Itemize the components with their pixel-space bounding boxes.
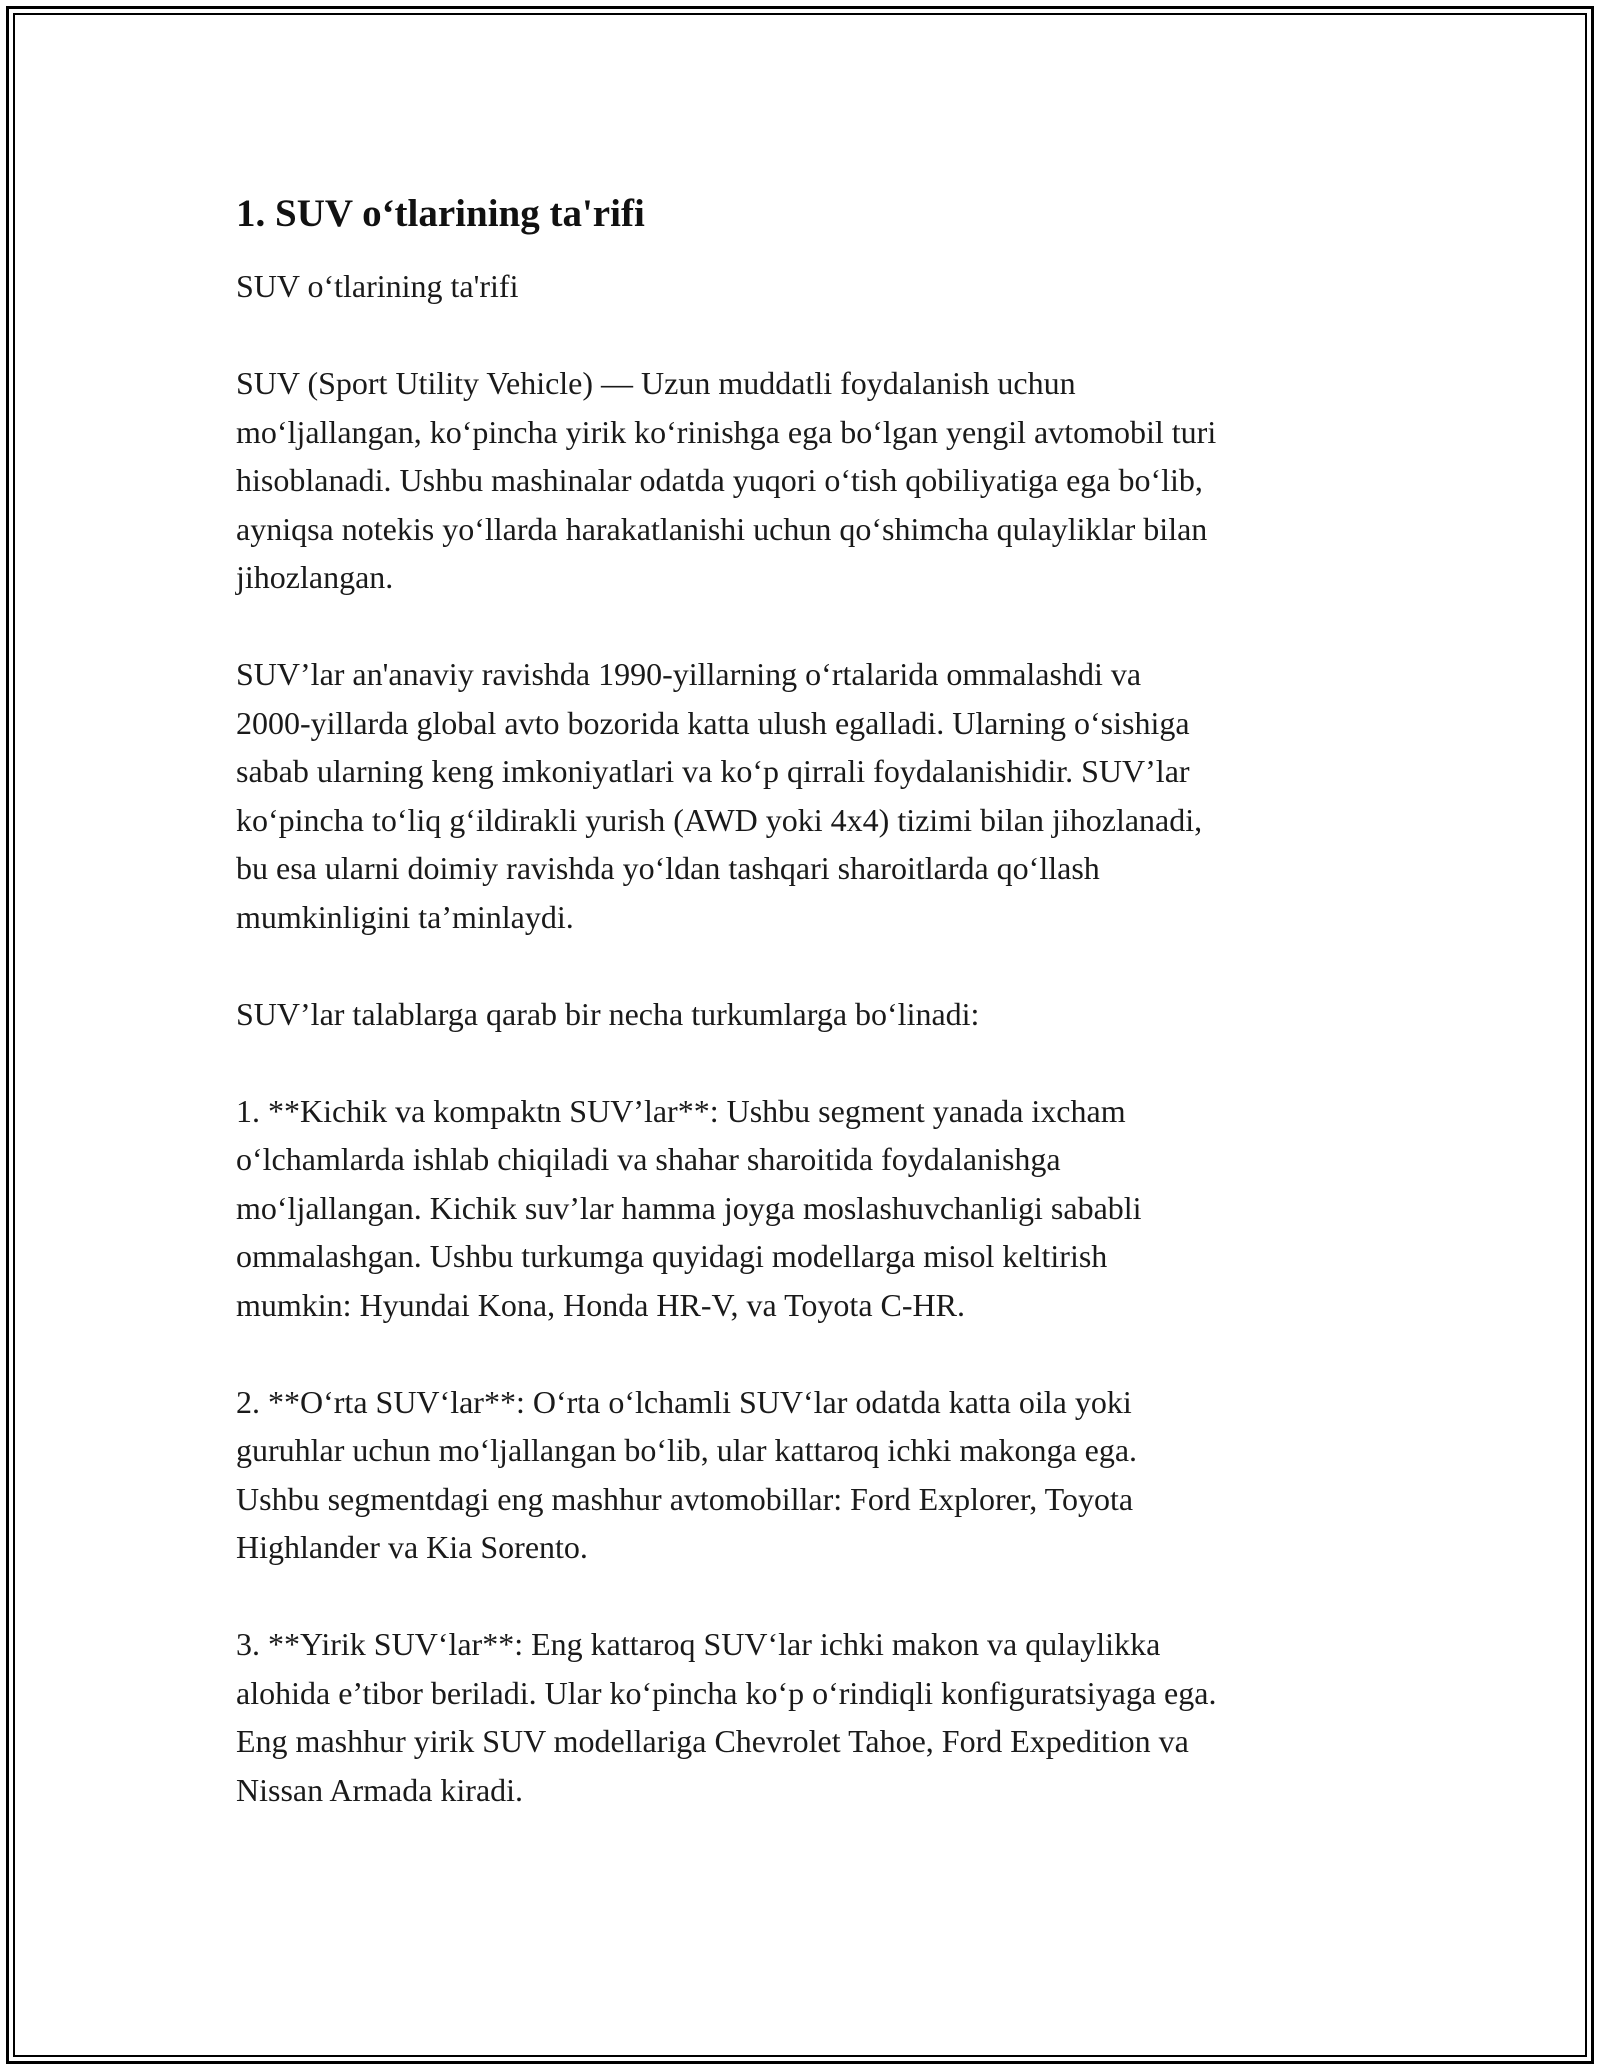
- category-large-paragraph: 3. **Yirik SUV‘lar**: Eng kattaroq SUV‘lar ichki makon va qulaylikka alohida e’tibor beriladi. Ular ko‘pincha ko‘p o‘rindiqli konfiguratsiyaga ega. Eng mashhur yirik SUV modellariga Chevrolet Tahoe, Ford Expedition va Nissan Armada kiradi.: [236, 1626, 1217, 1808]
- history-paragraph: SUV’lar an'anaviy ravishda 1990-yillarning o‘rtalarida ommalashdi va 2000-yillarda global avto bozorida katta ulush egalladi. Ularning o‘sishiga sabab ularning keng imkoniyatlari va ko‘p qirrali foydalanishidir. SUV’lar ko‘pincha to‘liq g‘ildirakli yurish (AWD yoki 4x4) tizimi bilan jihozlanadi, bu esa ularni doimiy ravishda yo‘ldan tashqari sharoitlarda qo‘llash mumkinligini ta’minlaydi.: [236, 656, 1203, 935]
- definition-paragraph: SUV (Sport Utility Vehicle) — Uzun muddatli foydalanish uchun mo‘ljallangan, ko‘pincha yirik ko‘rinishga ega bo‘lgan yengil avtomobil turi hisoblanadi. Ushbu mashinalar odatda yuqori o‘tish qobiliyatiga ega bo‘lib, ayniqsa notekis yo‘llarda harakatlanishi uchun qo‘shimcha qulayliklar bilan jihozlangan.: [236, 365, 1217, 595]
- subtitle-paragraph: SUV o‘tlarining ta'rifi: [236, 268, 519, 304]
- document-body: [236, 186, 1376, 1863]
- categories-intro-paragraph: SUV’lar talablarga qarab bir necha turkumlarga bo‘linadi:: [236, 995, 980, 1032]
- category-small-paragraph: 1. **Kichik va kompaktn SUV’lar**: Ushbu segment yanada ixcham o‘lchamlarda ishlab chiqiladi va shahar sharoitida foydalanishga mo‘ljallangan. Kichik suv’lar hamma joyga moslashuvchanligi sababli ommalashgan. Ushbu turkumga quyidagi modellarga misol keltirish mumkin: Hyundai Kona, Honda HR-V, va Toyota C-HR.: [236, 1092, 1142, 1323]
- category-midsize-paragraph: 2. **O‘rta SUV‘lar**: O‘rta o‘lchamli SUV‘lar odatda katta oila yoki guruhlar uchun mo‘ljallangan bo‘lib, ular kattaroq ichki makonga ega. Ushbu segmentdagi eng mashhur avtomobillar: Ford Explorer, Toyota Highlander va Kia Sorento.: [236, 1383, 1138, 1565]
- section-heading: 1. SUV o‘tlarining ta'rifi: [236, 192, 645, 235]
